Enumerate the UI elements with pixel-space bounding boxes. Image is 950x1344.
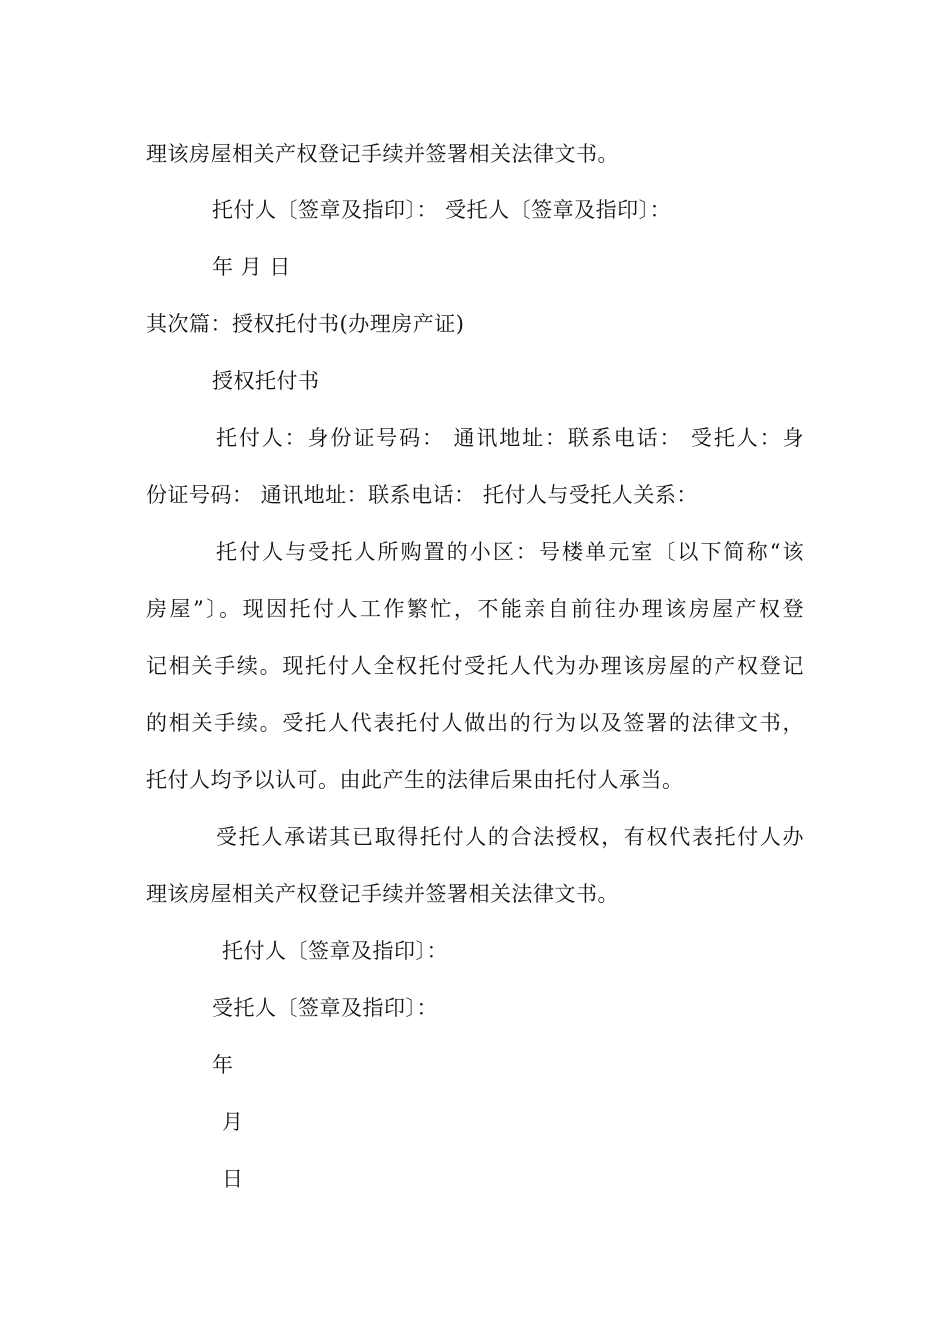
agent-signature: 受托人〔签章及指印〕： [212, 996, 438, 1020]
date-line: 年 月 日 [212, 255, 291, 279]
paragraph-line: 的相关手续。受托人代表托付人做出的行为以及签署的法律文书， [146, 711, 804, 735]
paragraph-line: 托付人与受托人所购置的小区：号楼单元室〔以下简称“该 [216, 540, 804, 564]
section-heading: 其次篇：授权托付书(办理房产证) [146, 312, 465, 336]
party-info-line: 份证号码： 通讯地址：联系电话： 托付人与受托人关系： [146, 483, 698, 507]
paragraph-line: 记相关手续。现托付人全权托付受托人代为办理该房屋的产权登记 [146, 654, 804, 678]
paragraph-line: 受托人承诺其已取得托付人的合法授权，有权代表托付人办 [216, 825, 804, 849]
date-month: 月 [222, 1110, 244, 1134]
date-day: 日 [222, 1167, 244, 1191]
paragraph-line: 理该房屋相关产权登记手续并签署相关法律文书。 [146, 882, 619, 906]
signature-line: 托付人〔签章及指印〕： 受托人〔签章及指印〕： [212, 198, 672, 222]
document-title: 授权托付书 [212, 369, 320, 393]
paragraph-line: 托付人均予以认可。由此产生的法律后果由托付人承当。 [146, 768, 684, 792]
date-year: 年 [212, 1053, 234, 1077]
paragraph-line: 房屋”〕。现因托付人工作繁忙，不能亲自前往办理该房屋产权登 [146, 597, 804, 621]
party-info-line: 托付人：身份证号码： 通讯地址：联系电话： 受托人：身 [216, 426, 804, 450]
principal-signature: 托付人〔签章及指印〕： [222, 939, 448, 963]
text-line: 理该房屋相关产权登记手续并签署相关法律文书。 [146, 142, 619, 166]
